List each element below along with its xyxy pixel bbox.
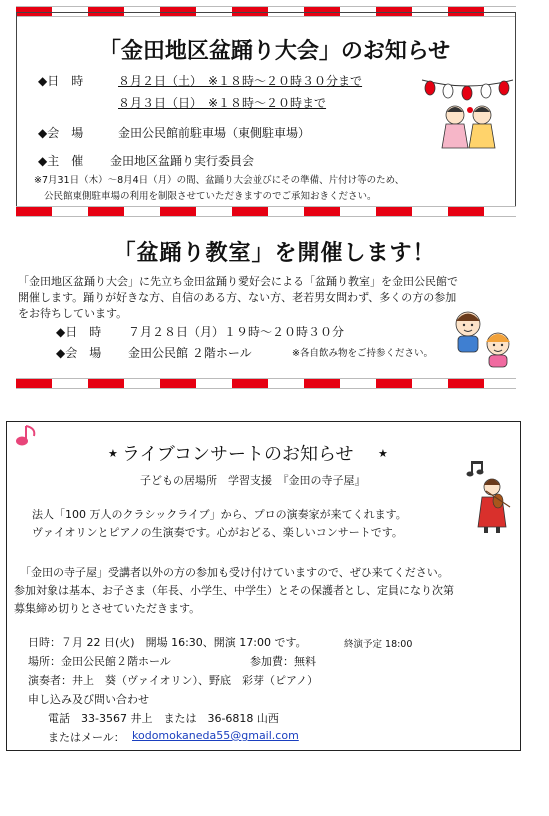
class-drinks-note: ※各自飲み物をご持参ください。 — [292, 348, 433, 359]
bon-venue: 金田公民館前駐車場（東側駐車場） — [118, 126, 311, 140]
concert-star-right: ★ — [378, 447, 388, 460]
bottom-stripe-2 — [16, 378, 516, 389]
bon-date-2: ８月３日（日） ※１８時～２０時まで — [118, 96, 327, 110]
violin-girl-illustration — [466, 455, 516, 535]
concert-p1: 法人「100 万人のクラシックライブ」から、プロの演奏家が来てくれます。 — [32, 508, 407, 521]
class-venue-label: ◆会 場 — [56, 346, 102, 360]
concert-star-left: ★ — [108, 447, 118, 460]
concert-p3: 「金田の寺子屋」受講者以外の方の参加も受け付けていますので、ぜひ来てください。 — [20, 566, 449, 579]
concert-end-time: 終演予定 18:00 — [344, 639, 413, 650]
bon-host-label: ◆主 催 — [38, 154, 84, 168]
class-title: 「盆踊り教室」を開催します！ — [113, 241, 436, 266]
class-intro-3: をお待ちしています。 — [18, 307, 128, 320]
class-intro-1: 「金田地区盆踊り大会」に先立ち金田盆踊り愛好会による「盆踊り教室」を金田公民館で — [18, 275, 458, 288]
class-intro-2: 開催します。踊りが好きな方、自信のある方、ない方、老若男女問わず、多くの方の参加 — [18, 291, 457, 304]
concert-subtitle: 子どもの居場所 学習支援 『金田の寺子屋』 — [140, 474, 366, 487]
bon-note-1: ※7月31日（木）～8月4日（月）の間、盆踊り大会並びにその準備、片付け等のため、 — [34, 175, 405, 186]
concert-apply: 申し込み及び問い合わせ — [28, 693, 149, 706]
class-date: ７月２８日（月）１９時～２０時３０分 — [128, 325, 345, 339]
class-date-label: ◆日 時 — [56, 325, 102, 339]
concert-phone: 電話 33-3567 井上 または 36-6818 山西 — [48, 712, 279, 725]
lantern-dancers-illustration — [420, 70, 515, 150]
concert-performers: 演奏者：井上 葵（ヴァイオリン）、野底 彩芽（ピアノ） — [28, 674, 319, 687]
concert-datetime: 日時：７月 22 日(火) 開場 16:30、開演 17:00 です。 — [28, 636, 307, 649]
bon-date-label: ◆日 時 — [38, 74, 84, 88]
concert-p4: 参加対象は基本、お子さま（年長、小学生、中学生）とその保護者とし、定員になり次第 — [14, 584, 454, 597]
concert-mail-prefix: またはメール： — [48, 731, 125, 744]
music-note-icon — [14, 424, 42, 448]
bon-host: 金田地区盆踊り実行委員会 — [110, 154, 255, 168]
concert-place: 場所：金田公民館２階ホール — [28, 655, 171, 668]
bon-date-1: ８月２日（土） ※１８時～２０時３０分まで — [118, 74, 363, 88]
children-illustration — [448, 306, 518, 368]
bottom-stripe-1 — [16, 206, 516, 217]
bon-title: 「金田地区盆踊り大会」のお知らせ — [98, 39, 451, 64]
concert-fee: 参加費：無料 — [250, 655, 316, 668]
concert-title: ライブコンサートのお知らせ — [122, 444, 354, 465]
concert-p2: ヴァイオリンとピアノの生演奏です。心がおどる、楽しいコンサートです。 — [32, 526, 403, 539]
class-venue: 金田公民館 ２階ホール — [128, 346, 252, 360]
concert-p5: 募集締め切りとさせていただきます。 — [14, 602, 201, 615]
concert-mail-link[interactable]: kodomokaneda55@gmail.com — [132, 729, 299, 742]
bon-note-2: 公民館東側駐車場の利用を制限させていただきますのでご承知おきください。 — [44, 191, 377, 202]
bon-venue-label: ◆会 場 — [38, 126, 84, 140]
